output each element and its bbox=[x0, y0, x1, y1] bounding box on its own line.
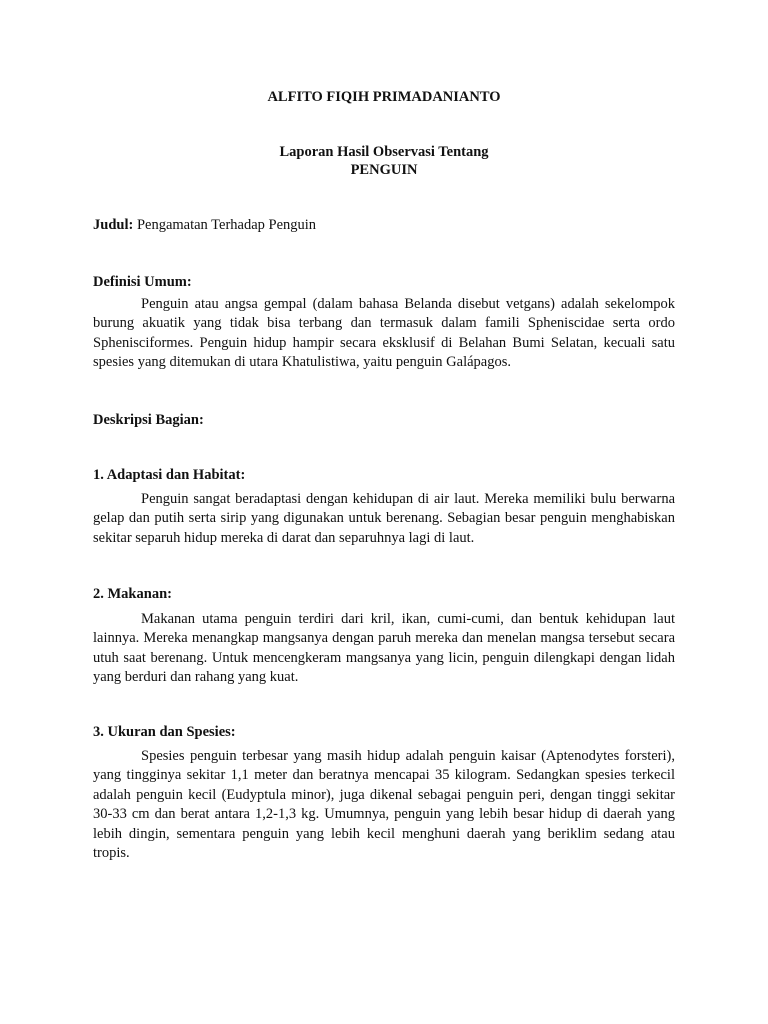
definisi-paragraph: Penguin atau angsa gempal (dalam bahasa Belanda disebut vetgans) adalah sekelompok burung akuatik yang tidak bisa terbang dan termasuk dalam famili Spheniscidae serta ordo Sphenisciformes. Penguin hidup hampir secara eksklusif di Belahan Bumi Selatan, kecuali satu spesies yang ditemukan di utara Khatulistiwa, yaitu penguin Galápagos. bbox=[93, 296, 675, 371]
definisi-heading: Definisi Umum: bbox=[93, 274, 192, 290]
report-title-line2: PENGUIN bbox=[350, 162, 418, 178]
report-title-line1: Laporan Hasil Observasi Tentang bbox=[279, 144, 489, 160]
judul-value: Pengamatan Terhadap Penguin bbox=[136, 217, 317, 233]
deskripsi-heading: Deskripsi Bagian: bbox=[93, 412, 204, 428]
section-paragraph-ukuran: Spesies penguin terbesar yang masih hidup adalah penguin kaisar (Aptenodytes forsteri), yang tingginya sekitar 1,1 meter dan beratnya mencapai 35 kilogram. Sedangkan spesies terkecil adalah penguin kecil (Eudyptula minor), juga dikenal sebagai penguin peri, dengan tinggi sekitar 30-33 cm dan berat antara 1,2-1,3 kg. Umumnya, penguin yang lebih besar hidup di daerah yang lebih dingin, sementara penguin yang lebih kecil menghuni daerah yang beriklim sedang atau tropis. bbox=[93, 748, 675, 862]
author-name: ALFITO FIQIH PRIMADANIANTO bbox=[267, 89, 501, 105]
section-heading-adaptasi: 1. Adaptasi dan Habitat: bbox=[93, 467, 246, 483]
section-paragraph-adaptasi: Penguin sangat beradaptasi dengan kehidupan di air laut. Mereka memiliki bulu berwarna gelap dan putih serta sirip yang digunakan untuk berenang. Sebagian besar penguin menghabiskan sekitar separuh hidup mereka di darat dan separuhnya lagi di laut. bbox=[93, 491, 675, 546]
section-heading-ukuran: 3. Ukuran dan Spesies: bbox=[93, 724, 236, 740]
judul-line bbox=[93, 216, 316, 234]
judul-label: Judul: bbox=[93, 217, 134, 233]
section-paragraph-makanan: Makanan utama penguin terdiri dari kril, ikan, cumi-cumi, dan bentuk kehidupan laut lainnya. Mereka menangkap mangsanya dengan paruh mereka dan menelan mangsa tersebut secara utuh saat berenang. Untuk mencengkeram mangsanya yang licin, penguin dilengkapi dengan lidah yang berduri dan rahang yang kuat. bbox=[93, 611, 675, 686]
section-heading-makanan: 2. Makanan: bbox=[93, 586, 172, 602]
